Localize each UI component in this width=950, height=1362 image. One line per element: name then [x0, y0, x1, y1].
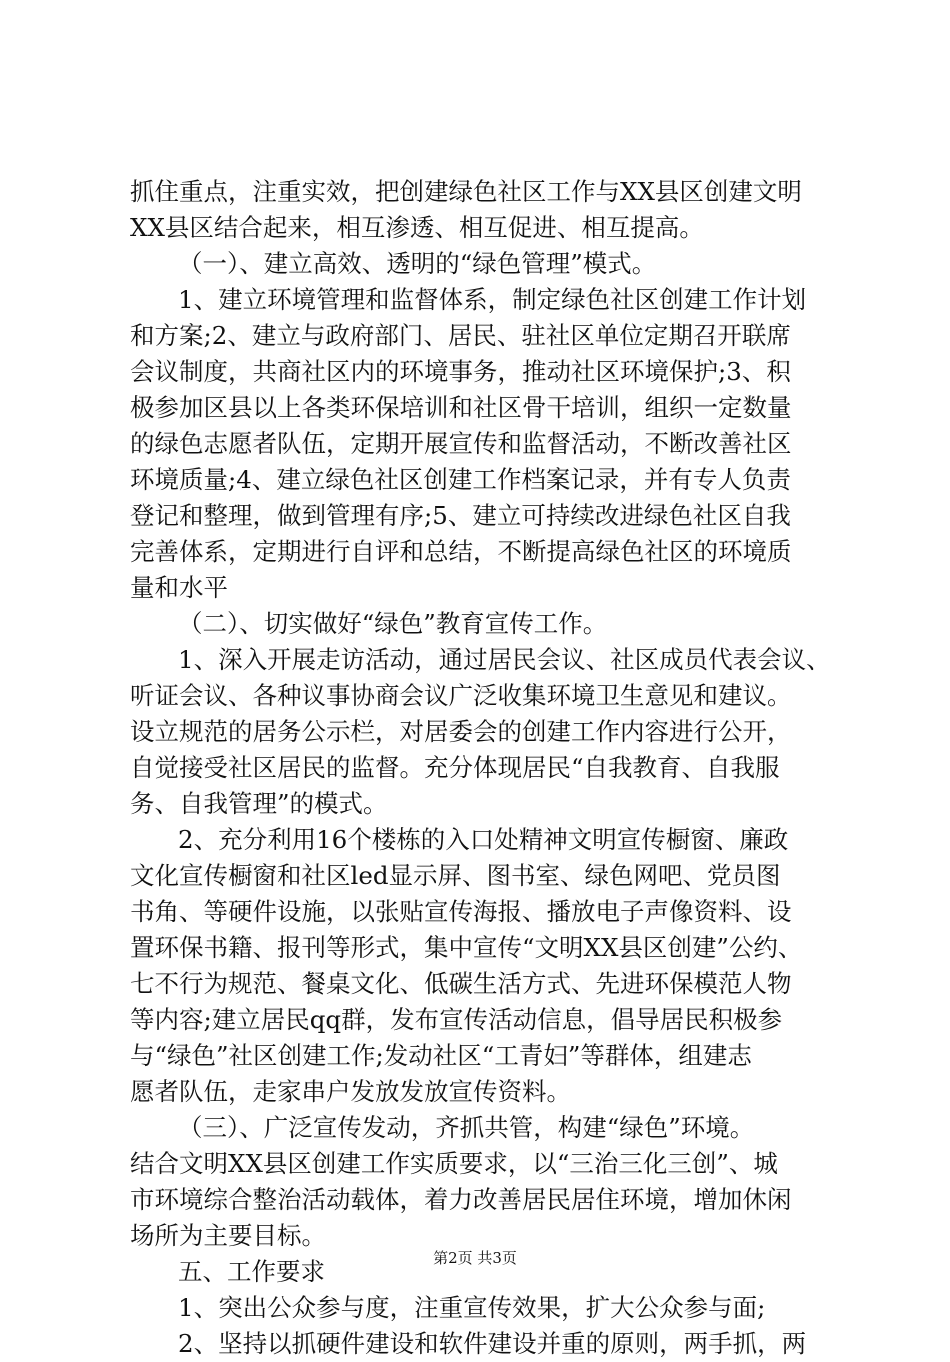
text-line: 市环境综合整治活动载体，着力改善居民居住环境，增加休闲	[130, 1185, 792, 1214]
section-heading: （三）、广泛宣传发动，齐抓共管，构建“绿色”环境。	[178, 1113, 755, 1142]
text-line: 结合文明XX县区创建工作实质要求，以“三治三化三创”、城	[130, 1149, 778, 1178]
text-line: 登记和整理，做到管理有序;5、建立可持续改进绿色社区自我	[130, 501, 791, 530]
section-heading: （二）、切实做好“绿色”教育宣传工作。	[178, 609, 608, 638]
text-line: 愿者队伍，走家串户发放发放宣传资料。	[130, 1077, 571, 1106]
text-line: 1、突出公众参与度，注重宣传效果，扩大公众参与面;	[178, 1293, 766, 1322]
section-heading: 五、工作要求	[178, 1257, 325, 1286]
text-line: 2、坚持以抓硬件建设和软件建设并重的原则，两手抓，两	[178, 1329, 807, 1358]
section-heading: （一）、建立高效、透明的“绿色管理”模式。	[178, 249, 657, 278]
text-line: XX县区结合起来，相互渗透、相互促进、相互提高。	[130, 213, 704, 242]
text-line: 会议制度，共商社区内的环境事务，推动社区环境保护;3、积	[130, 357, 791, 386]
text-line: 1、深入开展走访活动，通过居民会议、社区成员代表会议、	[178, 645, 831, 674]
text-line: 置环保书籍、报刊等形式，集中宣传“文明XX县区创建”公约、	[130, 933, 803, 962]
text-line: 和方案;2、建立与政府部门、居民、驻社区单位定期召开联席	[130, 321, 791, 350]
text-line: 听证会议、各种议事协商会议广泛收集环境卫生意见和建议。	[130, 681, 792, 710]
text-line: 极参加区县以上各类环保培训和社区骨干培训，组织一定数量	[130, 393, 792, 422]
text-line: 量和水平	[130, 573, 228, 602]
text-line: 设立规范的居务公示栏，对居委会的创建工作内容进行公开，	[130, 717, 792, 746]
text-line: 场所为主要目标。	[130, 1221, 326, 1250]
text-line: 环境质量;4、建立绿色社区创建工作档案记录，并有专人负责	[130, 465, 791, 494]
text-line: 七不行为规范、餐桌文化、低碳生活方式、先进环保模范人物	[130, 969, 792, 998]
text-line: 抓住重点，注重实效，把创建绿色社区工作与XX县区创建文明	[130, 177, 802, 206]
text-line: 的绿色志愿者队伍，定期开展宣传和监督活动，不断改善社区	[130, 429, 792, 458]
text-line: 完善体系，定期进行自评和总结，不断提高绿色社区的环境质	[130, 537, 792, 566]
text-line: 等内容;建立居民qq群，发布宣传活动信息，倡导居民积极参	[130, 1005, 783, 1034]
text-line: 2、充分利用16个楼栋的入口处精神文明宣传橱窗、廉政	[178, 825, 789, 854]
text-line: 文化宣传橱窗和社区led显示屏、图书室、绿色网吧、党员图	[130, 861, 781, 890]
text-line: 务、自我管理”的模式。	[130, 789, 388, 818]
text-line: 书角、等硬件设施，以张贴宣传海报、播放电子声像资料、设	[130, 897, 792, 926]
text-line: 与“绿色”社区创建工作;发动社区“工青妇”等群体，组建志	[130, 1041, 752, 1070]
text-line: 1、建立环境管理和监督体系，制定绿色社区创建工作计划	[178, 285, 807, 314]
text-line: 自觉接受社区居民的监督。充分体现居民“自我教育、自我服	[130, 753, 780, 782]
page-footer: 第2页 共3页	[433, 1249, 517, 1267]
